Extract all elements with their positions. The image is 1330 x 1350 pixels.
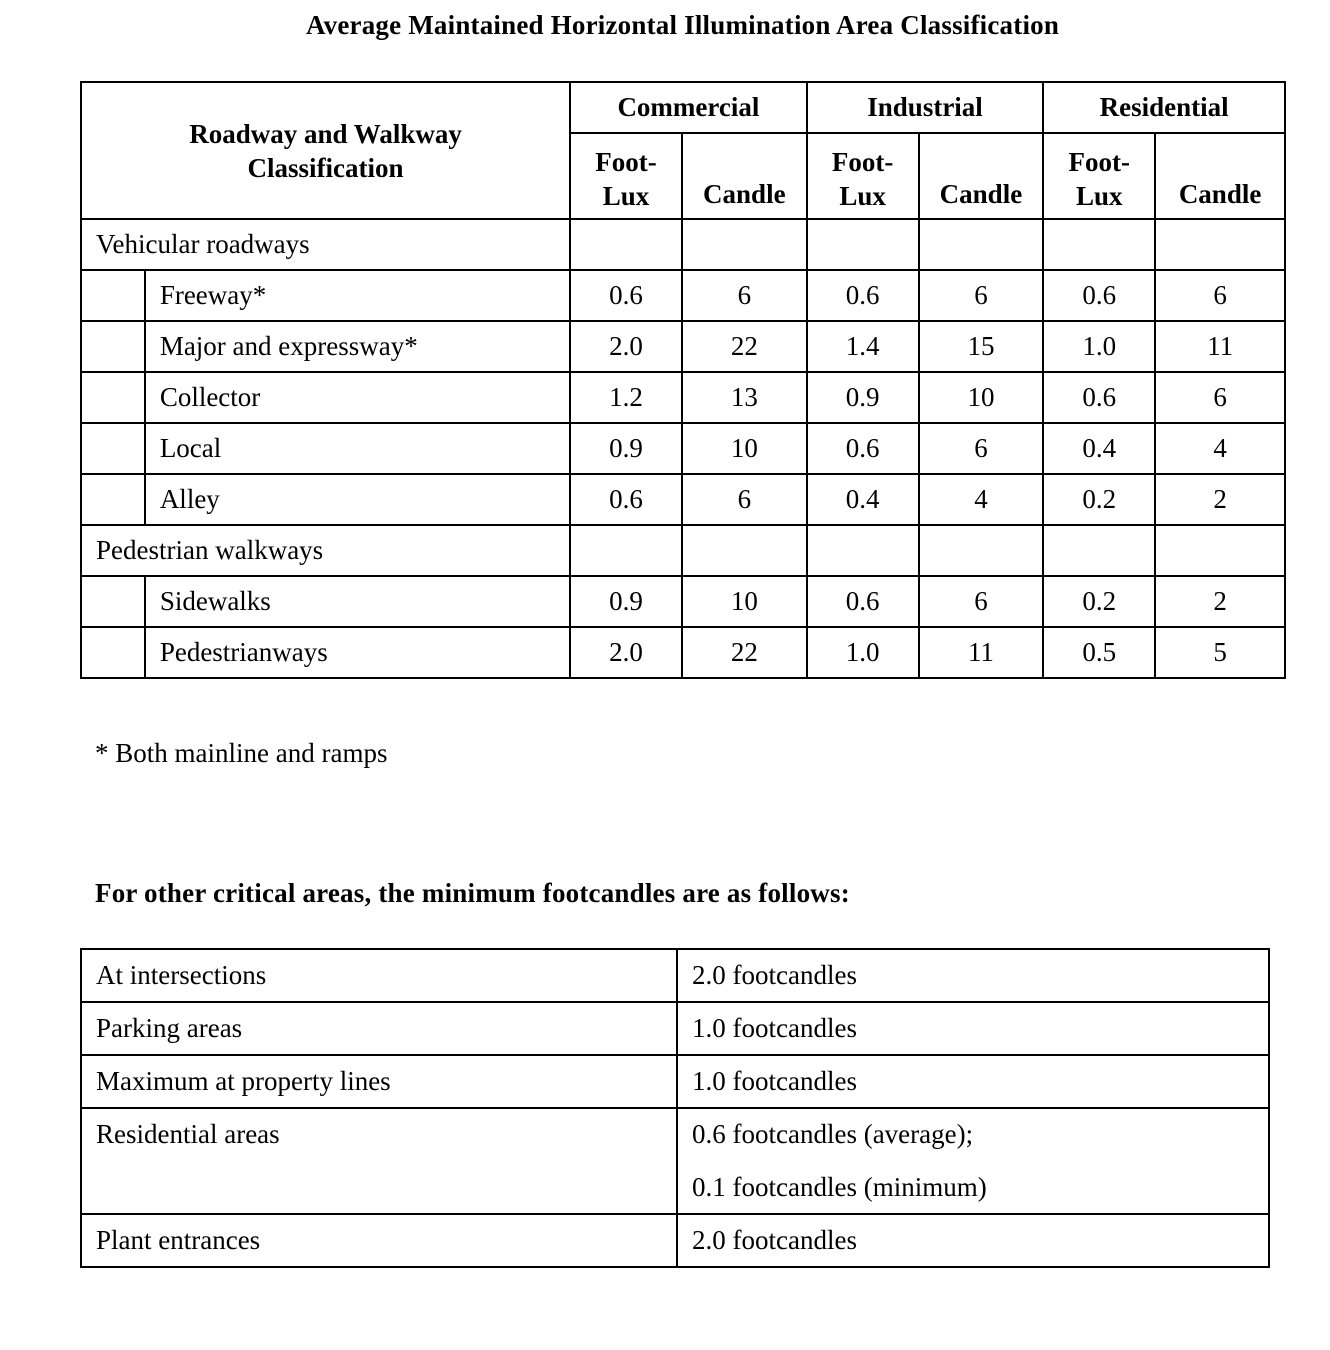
value-cell: 2.0	[570, 321, 682, 372]
value-cell: 6	[919, 270, 1044, 321]
critical-row	[81, 949, 1269, 1002]
indent-cell	[81, 372, 145, 423]
subheader-candle: Candle	[682, 133, 807, 219]
empty-cell	[807, 525, 919, 576]
value-cell: 0.2	[1043, 576, 1155, 627]
value-cell: 0.4	[1043, 423, 1155, 474]
critical-value: 1.0 footcandles	[677, 1055, 1269, 1108]
value-cell: 2	[1155, 474, 1285, 525]
row-label: Pedestrianways	[145, 627, 570, 678]
critical-area: Plant entrances	[81, 1214, 677, 1267]
value-cell: 2.0	[570, 627, 682, 678]
indent-cell	[81, 270, 145, 321]
indent-cell	[81, 576, 145, 627]
value-cell: 0.5	[1043, 627, 1155, 678]
section-row	[81, 219, 1285, 270]
subheader-candle: Candle	[1155, 133, 1285, 219]
empty-cell	[807, 219, 919, 270]
critical-value	[677, 1108, 1269, 1214]
section-label: Vehicular roadways	[81, 219, 570, 270]
value-cell: 0.9	[807, 372, 919, 423]
row-label: Collector	[145, 372, 570, 423]
critical-value: 1.0 footcandles	[677, 1002, 1269, 1055]
value-cell: 13	[682, 372, 807, 423]
critical-area: Parking areas	[81, 1002, 677, 1055]
value-cell: 5	[1155, 627, 1285, 678]
critical-area: Residential areas	[81, 1108, 677, 1214]
critical-heading: For other critical areas, the minimum footcandles are as follows:	[95, 878, 850, 908]
footnote: * Both mainline and ramps	[95, 738, 388, 768]
empty-cell	[1043, 525, 1155, 576]
indent-cell	[81, 474, 145, 525]
row-label: Sidewalks	[145, 576, 570, 627]
critical-area: At intersections	[81, 949, 677, 1002]
value-cell: 1.2	[570, 372, 682, 423]
value-cell: 6	[1155, 372, 1285, 423]
value-cell: 10	[682, 576, 807, 627]
critical-row	[81, 1055, 1269, 1108]
corner-header: Roadway and Walkway Classification	[81, 82, 570, 219]
table-row	[81, 321, 1285, 372]
value-cell: 11	[1155, 321, 1285, 372]
value-cell: 1.0	[1043, 321, 1155, 372]
value-cell: 6	[1155, 270, 1285, 321]
value-cell: 0.6	[807, 270, 919, 321]
subheader-foot-lux: Foot- Lux	[1043, 133, 1155, 219]
table-row	[81, 576, 1285, 627]
critical-areas-table	[80, 948, 1270, 1268]
value-cell: 6	[682, 270, 807, 321]
critical-area: Maximum at property lines	[81, 1055, 677, 1108]
subheader-candle: Candle	[919, 133, 1044, 219]
row-label: Local	[145, 423, 570, 474]
value-cell: 22	[682, 321, 807, 372]
indent-cell	[81, 321, 145, 372]
document-title: Average Maintained Horizontal Illumination Area Classification	[305, 10, 1060, 40]
value-cell: 6	[919, 576, 1044, 627]
critical-value: 2.0 footcandles	[677, 949, 1269, 1002]
value-cell: 10	[919, 372, 1044, 423]
indent-cell	[81, 423, 145, 474]
table-row	[81, 372, 1285, 423]
empty-cell	[1155, 219, 1285, 270]
critical-row	[81, 1108, 1269, 1214]
group-header-commercial: Commercial	[570, 82, 807, 133]
value-cell: 2	[1155, 576, 1285, 627]
critical-value-line: 0.1 footcandles (minimum)	[692, 1172, 987, 1202]
group-header-industrial: Industrial	[807, 82, 1044, 133]
value-cell: 6	[919, 423, 1044, 474]
indent-cell	[81, 627, 145, 678]
table-row	[81, 270, 1285, 321]
value-cell: 0.4	[807, 474, 919, 525]
empty-cell	[682, 219, 807, 270]
empty-cell	[682, 525, 807, 576]
value-cell: 6	[682, 474, 807, 525]
critical-row	[81, 1214, 1269, 1267]
subheader-foot-lux: Foot- Lux	[570, 133, 682, 219]
empty-cell	[570, 219, 682, 270]
value-cell: 0.9	[570, 423, 682, 474]
value-cell: 0.6	[807, 423, 919, 474]
table-body	[81, 219, 1285, 678]
row-label: Major and expressway*	[145, 321, 570, 372]
value-cell: 1.4	[807, 321, 919, 372]
row-label: Alley	[145, 474, 570, 525]
value-cell: 0.9	[570, 576, 682, 627]
empty-cell	[1043, 219, 1155, 270]
value-cell: 0.6	[570, 270, 682, 321]
value-cell: 0.6	[570, 474, 682, 525]
table-row	[81, 627, 1285, 678]
critical-value-line: 0.6 footcandles (average);	[692, 1119, 974, 1149]
table-row	[81, 423, 1285, 474]
value-cell: 0.2	[1043, 474, 1155, 525]
value-cell: 4	[919, 474, 1044, 525]
value-cell: 15	[919, 321, 1044, 372]
value-cell: 0.6	[807, 576, 919, 627]
value-cell: 0.6	[1043, 270, 1155, 321]
illumination-table	[80, 81, 1286, 679]
value-cell: 1.0	[807, 627, 919, 678]
group-header-residential: Residential	[1043, 82, 1285, 133]
value-cell: 4	[1155, 423, 1285, 474]
table-row	[81, 474, 1285, 525]
value-cell: 22	[682, 627, 807, 678]
value-cell: 0.6	[1043, 372, 1155, 423]
value-cell: 11	[919, 627, 1044, 678]
section-row	[81, 525, 1285, 576]
empty-cell	[570, 525, 682, 576]
subheader-foot-lux: Foot- Lux	[807, 133, 919, 219]
section-label: Pedestrian walkways	[81, 525, 570, 576]
value-cell: 10	[682, 423, 807, 474]
critical-row	[81, 1002, 1269, 1055]
empty-cell	[1155, 525, 1285, 576]
critical-value: 2.0 footcandles	[677, 1214, 1269, 1267]
empty-cell	[919, 219, 1044, 270]
empty-cell	[919, 525, 1044, 576]
row-label: Freeway*	[145, 270, 570, 321]
